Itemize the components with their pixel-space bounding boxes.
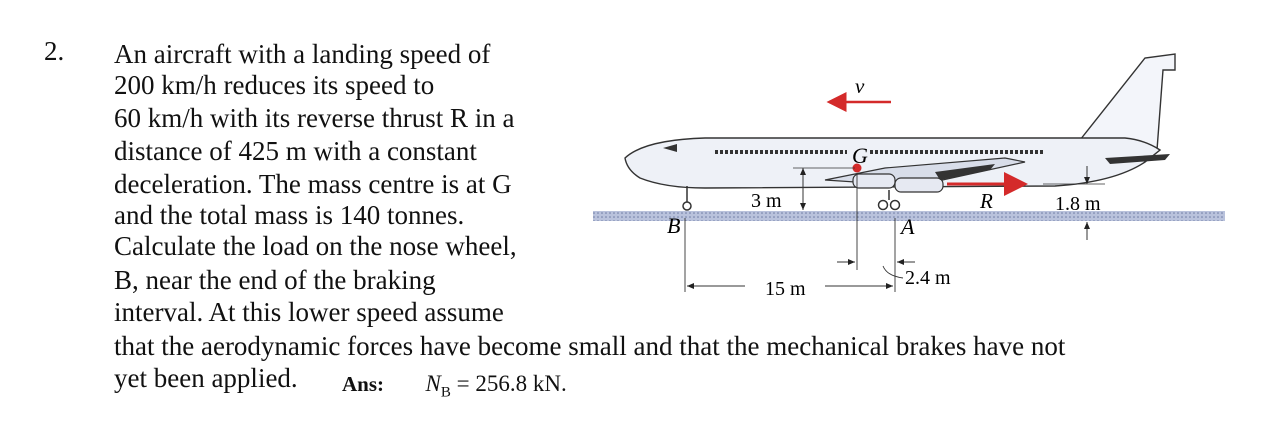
problem-line: Calculate the load on the nose wheel, [114,231,517,261]
engine [895,178,943,192]
problem-line: 200 km/h reduces its speed to [114,70,435,100]
dim-wheelbase-label: 15 m [765,278,806,300]
dim-thrust-height-label: 1.8 m [1055,193,1101,215]
answer-value: $N_B = 256.8$ kN. [425,371,567,401]
problem-line: distance of 425 m with a constant [114,136,477,166]
problem-line: interval. At this lower speed assume [114,297,504,327]
dim-offset-label: 2.4 m [905,267,951,289]
problem-line: B, near the end of the braking [114,265,436,295]
main-wheel [891,201,900,210]
nose-wheel-label: B [667,213,681,238]
problem-line: that the aerodynamic forces have become small and that the mechanical brakes have not [114,331,1066,361]
problem-line: deceleration. The mass centre is at G [114,169,512,199]
thrust-label: R [980,189,993,213]
main-wheel-label: A [901,214,915,239]
engine [853,174,895,188]
tail-fin [1080,54,1175,150]
problem-line: and the total mass is 140 tonnes. [114,200,465,230]
problem-line: 60 km/h with its reverse thrust R in a [114,103,515,133]
aircraft-figure [585,40,1235,310]
nose-wheel [683,202,691,210]
velocity-label: v [855,74,865,98]
problem-line: An aircraft with a landing speed of [114,39,491,69]
answer-label: Ans: [342,372,385,396]
mass-center-label: G [852,143,868,168]
problem-number: 2. [44,36,65,66]
main-wheel [879,201,888,210]
answer [342,366,567,409]
dim-cg-height-label: 3 m [751,190,782,212]
problem-line: yet been applied. [114,363,298,393]
